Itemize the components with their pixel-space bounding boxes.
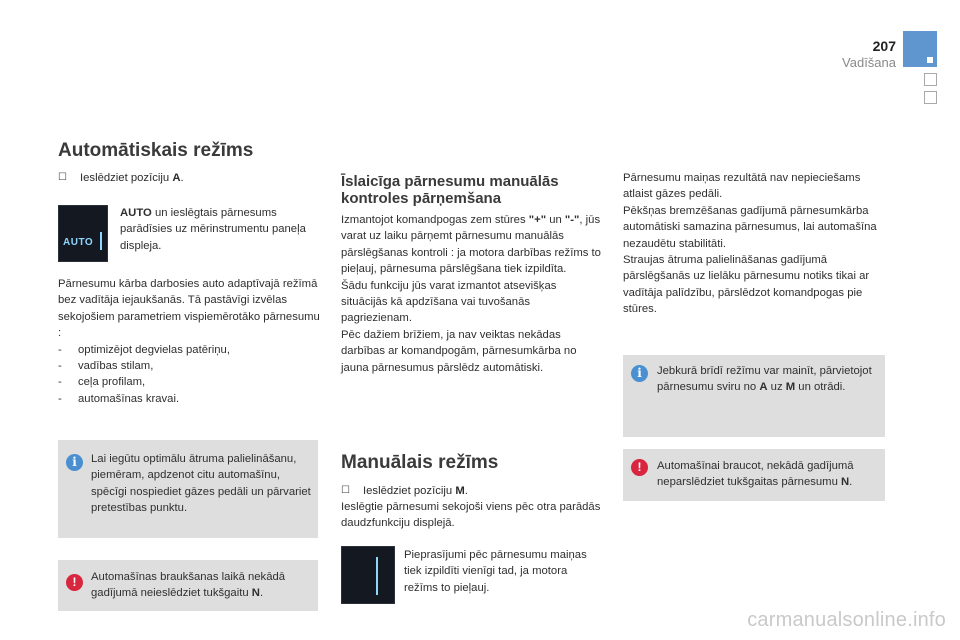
paragraph: Straujas ātruma palielināšanas gadījumā pārslēgšanās uz lielāku pārnesumu notiks tikai ar vadītāja palīdzību, pārslēdzot komandpogas pie stūres. — [623, 254, 870, 316]
list-item: - automašīnas kravai. — [58, 392, 180, 405]
tab-marker — [927, 57, 933, 63]
paragraph: Pēc dažiem brīžiem, ja nav veiktas nekādas darbības ar komandpogām, pārnesumkārba no jauna pārnesumus pārslēdz automātiski. — [341, 328, 577, 374]
warning-icon: ! — [66, 574, 83, 591]
paragraph: Pārnesumu maiņas rezultātā nav nepieciešams atlaist gāzes pedāli. — [623, 172, 861, 201]
auto-mode-paragraph: Pārnesumu kārba darbosies auto adaptīvajā režīmā bez vadītāja iejaukšanās. Tā pastāvīgi izvēlas sekojošiem parametriem vispiemērotāko pārnesumu : - optimizējot degvielas patēriņu, - vadības stilam, - ceļa profilam, - automašīnas kravai. — [58, 276, 320, 407]
info-box-text: Jebkurā brīdī režīmu var mainīt, pārvietojot pārnesumu sviru no A uz M un otrādi. — [657, 365, 872, 394]
watermark: carmanualsonline.info — [747, 609, 946, 631]
gear-digit-bar — [100, 232, 102, 250]
warning-icon: ! — [631, 459, 648, 476]
info-box-text: Lai iegūtu optimālu ātruma palielināšanu, piemēram, apdzenot citu automašīnu, spēcīgi nospiediet gāzes pedāli un pārvariet pretestības punktu. — [91, 453, 311, 515]
warning-box-neutral-right — [623, 449, 885, 501]
info-box-overtaking — [58, 440, 318, 538]
parameter-list — [58, 342, 320, 408]
auto-display-caption: AUTO un ieslēgtais pārnesums parādīsies uz mērinstrumentu paneļa displeja. — [120, 207, 306, 252]
warning-box-text: Automašīnas braukšanas laikā nekādā gadījumā neieslēdziet tukšgaitu N. — [91, 571, 286, 600]
section-tab — [903, 31, 937, 67]
manual-mode-title: Manuālais režīms — [341, 452, 499, 473]
manual-mode-paragraph: Ieslēgtie pārnesumi sekojoši viens pēc otra parādās daudzfunkciju displejā. — [341, 501, 601, 530]
manual-display-caption: Pieprasījumi pēc pārnesumu maiņas tiek izpildīti vienīgi tad, ja motora režīms to pieļauj. — [404, 549, 587, 594]
manual-override-title: Īslaicīga pārnesumu manuālās kontroles pārņemšana — [341, 173, 559, 207]
warning-box-neutral — [58, 560, 318, 611]
list-item: - vadības stilam, — [58, 360, 154, 373]
warning-box-text: Automašīnai braucot, nekādā gadījumā neparslēdziet tukšgaitas pārnesumu N. — [657, 460, 854, 489]
tab-outline-square — [924, 91, 937, 104]
list-item: - optimizējot degvielas patēriņu, — [58, 343, 230, 356]
auto-display-image — [58, 205, 108, 262]
paragraph: Izmantojot komandpogas zem stūres "+" un "-", jūs varat uz laiku pārņemt pārnesumu manuālās pārslēgšanas kontroli : ja motora darbības režīms to pieļauj, pārnesuma pārslēgšana tiek izpildīta. — [341, 214, 601, 276]
manual-override-text — [341, 212, 603, 376]
gear-digit-bar — [376, 557, 378, 595]
auto-display-text: AUTO — [63, 237, 94, 248]
manual-display-image — [341, 546, 395, 604]
section-label: Vadīšana — [842, 55, 896, 70]
gear-change-text — [623, 170, 885, 318]
info-box-mode-switch — [623, 355, 885, 437]
paragraph: Pēkšņas bremzēšanas gadījumā pārnesumkārba automātiski samazina pārnesumus, lai automašīna nezaudētu stabilitāti. — [623, 204, 877, 250]
checkbox-icon: ☐ — [58, 172, 67, 183]
checkbox-icon: ☐ — [341, 485, 350, 496]
info-icon: i — [631, 365, 648, 382]
select-m-instruction: ☐ Ieslēdziet pozīciju M. — [341, 483, 603, 499]
info-icon: i — [66, 454, 83, 471]
select-a-instruction: ☐ Ieslēdziet pozīciju A. — [58, 170, 318, 186]
automatic-mode-title: Automātiskais režīms — [58, 140, 254, 161]
tab-outline-square — [924, 73, 937, 86]
page-number: 207 — [872, 38, 896, 54]
paragraph: Šādu funkciju jūs varat izmantot atsevišķas situācijās kā apdzīšana vai tuvošanās pagriezienam. — [341, 279, 557, 325]
list-item: - ceļa profilam, — [58, 376, 146, 389]
